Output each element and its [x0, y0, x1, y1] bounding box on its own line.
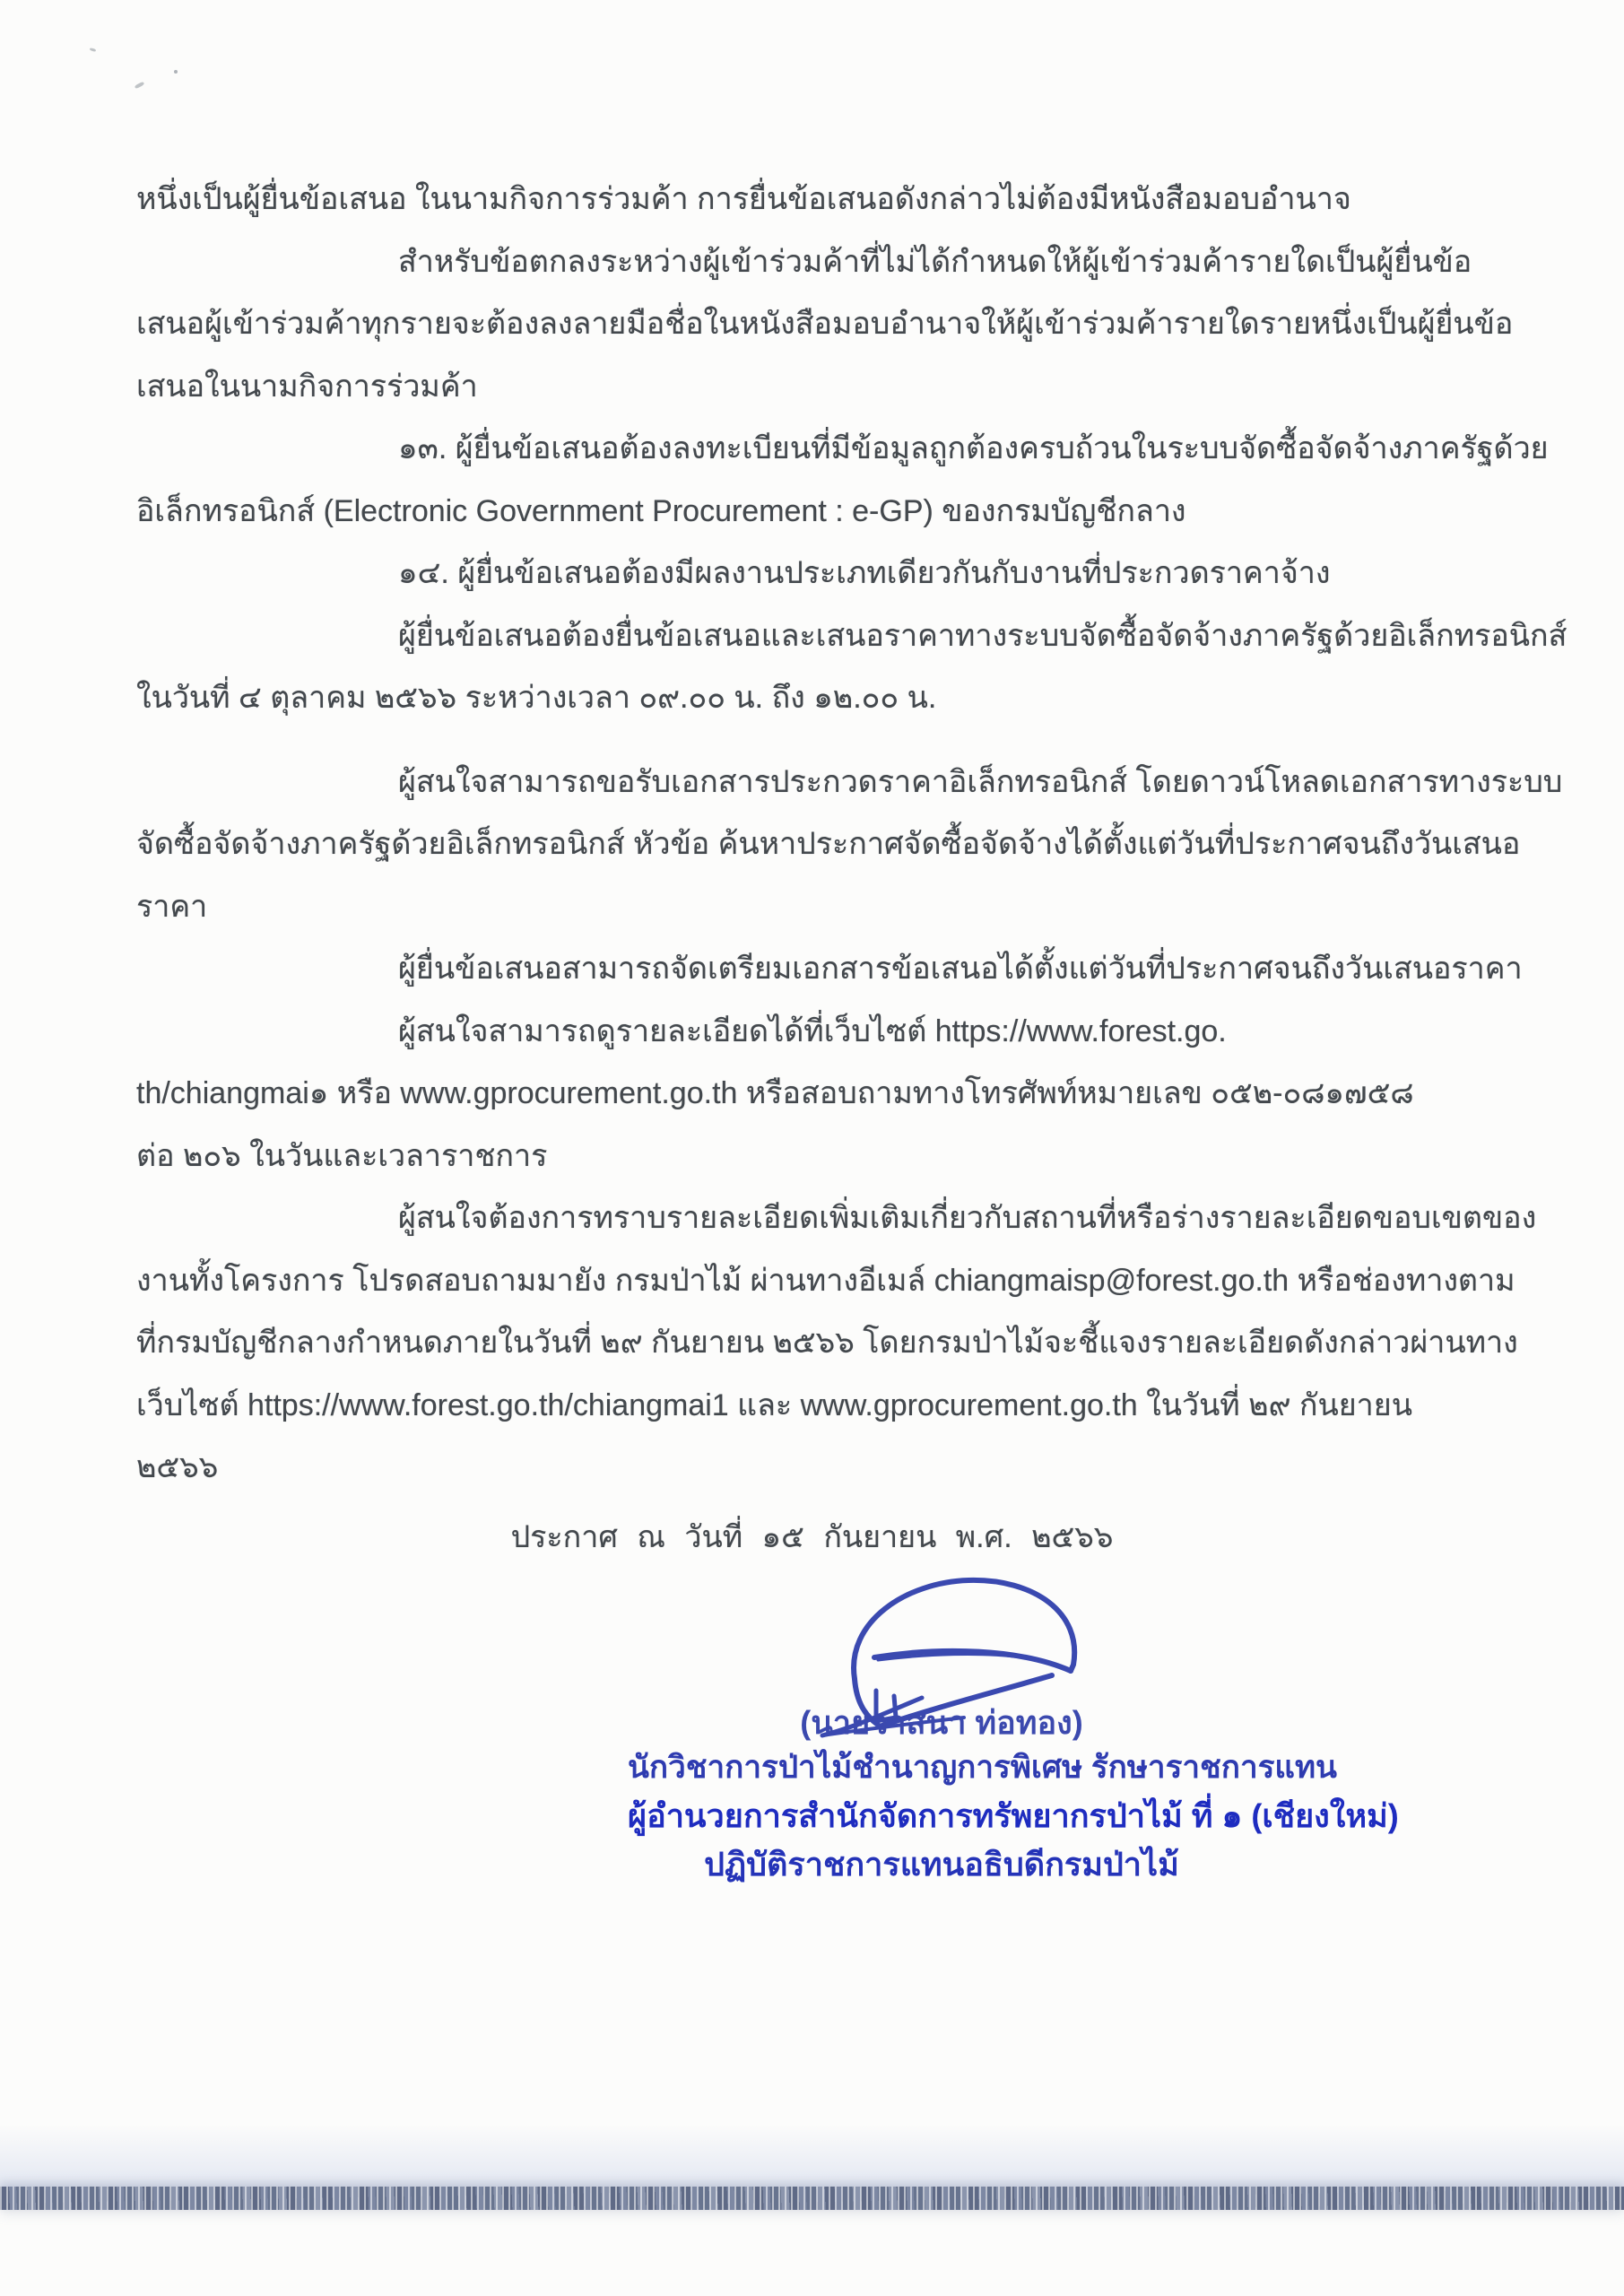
signature-block — [628, 1568, 1399, 1889]
body-line: อิเล็กทรอนิกส์ (Electronic Government Procurement : e-GP) ของกรมบัญชีกลาง — [136, 493, 1186, 528]
scan-speck — [174, 70, 178, 74]
body-line: เสนอในนามกิจการร่วมค้า — [136, 369, 478, 404]
scanner-noise-band — [0, 2187, 1624, 2210]
body-line: งานทั้งโครงการ โปรดสอบถามมายัง กรมป่าไม้ ผ่านทางอีเมล์ chiangmaisp@forest.go.th หรือช่องทางตาม — [136, 1263, 1515, 1298]
body-line: ผู้สนใจสามารถดูรายละเอียดได้ที่เว็บไซต์ https://www.forest.go. — [398, 1013, 1227, 1048]
body-line: ผู้ยื่นข้อเสนอต้องยื่นข้อเสนอและเสนอราคาทางระบบจัดซื้อจัดจ้างภาครัฐด้วยอิเล็กทรอนิกส์ — [398, 618, 1568, 653]
body-line: เว็บไซต์ https://www.forest.go.th/chiangmai1 และ www.gprocurement.go.th ในวันที่ ๒๙ กันยายน — [136, 1387, 1412, 1422]
body-line: ราคา — [136, 889, 208, 924]
body-line: เสนอผู้เข้าร่วมค้าทุกรายจะต้องลงลายมือชื่อในหนังสือมอบอำนาจให้ผู้เข้าร่วมค้ารายใดรายหนึ่งเป็นผู้ยื่นข้อ — [136, 307, 1514, 341]
body-line: ๑๓. ผู้ยื่นข้อเสนอต้องลงทะเบียนที่มีข้อมูลถูกต้องครบถ้วนในระบบจัดซื้อจัดจ้างภาครัฐด้วย — [398, 431, 1549, 465]
scan-shadow-wash — [0, 2124, 1624, 2187]
scan-speck — [90, 48, 97, 52]
signer-name: (นายวาสนา ท่อทอง) — [800, 1704, 1083, 1741]
signer-title-line: ปฏิบัติราชการแทนอธิบดีกรมป่าไม้ — [704, 1846, 1179, 1883]
body-line: ผู้สนใจสามารถขอรับเอกสารประกวดราคาอิเล็กทรอนิกส์ โดยดาวน์โหลดเอกสารทางระบบ — [398, 764, 1563, 799]
body-line: ๑๔. ผู้ยื่นข้อเสนอต้องมีผลงานประเภทเดียวกันกับงานที่ประกวดราคาจ้าง — [398, 556, 1331, 590]
scan-speck — [135, 82, 145, 90]
signer-title-line: นักวิชาการป่าไม้ชำนาญการพิเศษ รักษาราชการแทน — [628, 1750, 1337, 1785]
announcement-date-line: ประกาศ ณ วันที่ ๑๕ กันยายน พ.ศ. ๒๕๖๖ — [510, 1520, 1114, 1554]
signer-title-line: ผู้อำนวยการสำนักจัดการทรัพยากรป่าไม้ ที่ ๑ (เชียงใหม่) — [628, 1797, 1399, 1834]
body-line: ต่อ ๒๐๖ ในวันและเวลาราชการ — [136, 1138, 548, 1173]
body-line: ในวันที่ ๔ ตุลาคม ๒๕๖๖ ระหว่างเวลา ๐๙.๐๐ น. ถึง ๑๒.๐๐ น. — [136, 681, 937, 715]
body-line: ที่กรมบัญชีกลางกำหนดภายในวันที่ ๒๙ กันยายน ๒๕๖๖ โดยกรมป่าไม้จะชี้แจงรายละเอียดดังกล่าวผ่านทาง — [136, 1326, 1518, 1360]
body-line: ผู้สนใจต้องการทราบรายละเอียดเพิ่มเติมเกี่ยวกับสถานที่หรือร่างรายละเอียดขอบเขตของ — [398, 1201, 1537, 1235]
handwritten-signature-icon — [829, 1571, 1099, 1778]
body-line: หนึ่งเป็นผู้ยื่นข้อเสนอ ในนามกิจการร่วมค้า การยื่นข้อเสนอดังกล่าวไม่ต้องมีหนังสือมอบอำนาจ — [136, 182, 1351, 216]
body-line: จัดซื้อจัดจ้างภาครัฐด้วยอิเล็กทรอนิกส์ หัวข้อ ค้นหาประกาศจัดซื้อจัดจ้างได้ตั้งแต่วันที่ประกาศจนถึงวันเสนอ — [136, 827, 1521, 861]
body-line: th/chiangmai๑ หรือ www.gprocurement.go.th หรือสอบถามทางโทรศัพท์หมายเลข ๐๕๒-๐๘๑๗๕๘ — [136, 1076, 1414, 1110]
body-line: ๒๕๖๖ — [136, 1450, 219, 1484]
body-text — [136, 169, 1568, 1500]
body-line: ผู้ยื่นข้อเสนอสามารถจัดเตรียมเอกสารข้อเสนอได้ตั้งแต่วันที่ประกาศจนถึงวันเสนอราคา — [398, 952, 1523, 986]
body-line: สำหรับข้อตกลงระหว่างผู้เข้าร่วมค้าที่ไม่ได้กำหนดให้ผู้เข้าร่วมค้ารายใดเป็นผู้ยื่นข้อ — [398, 244, 1472, 279]
